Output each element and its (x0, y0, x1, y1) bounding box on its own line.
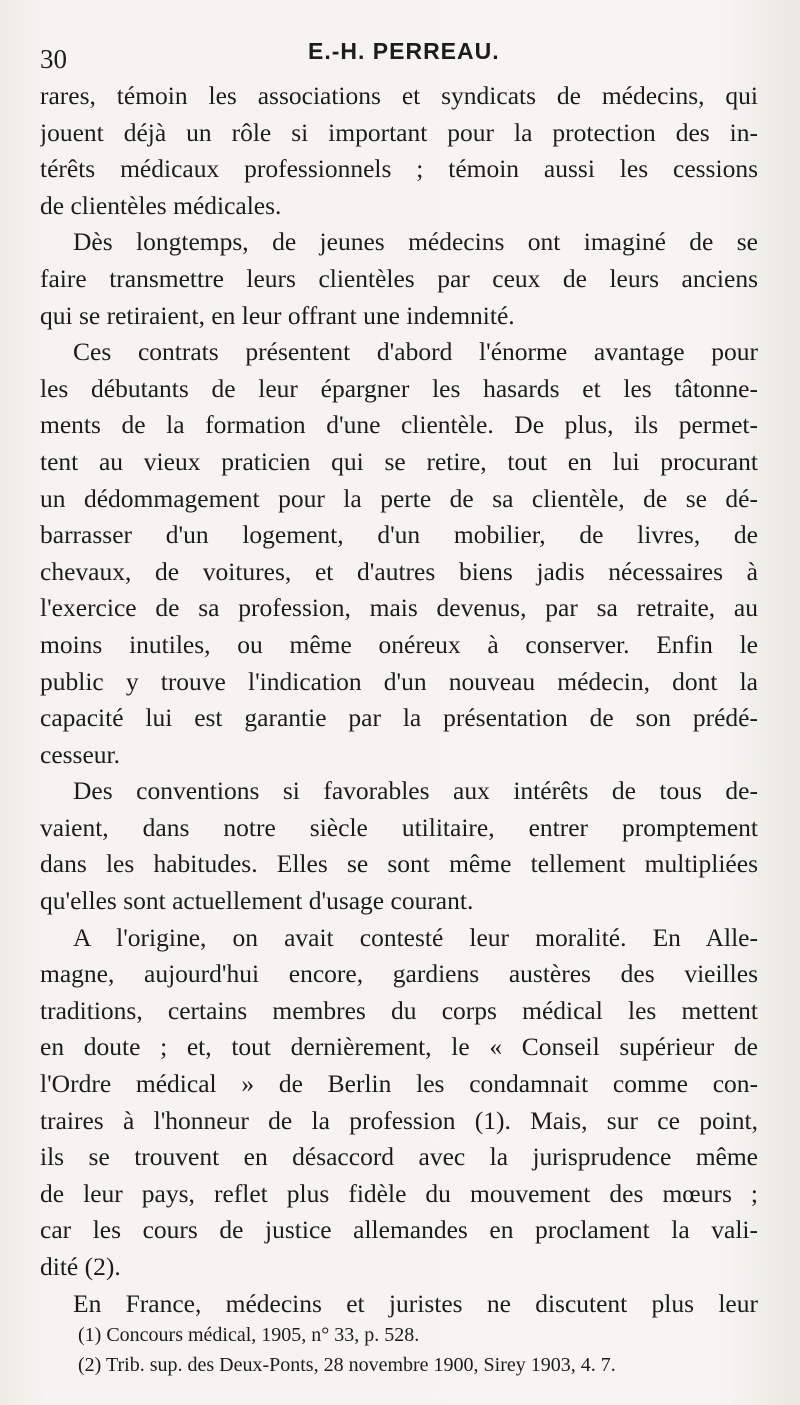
text-line: traditions, certains membres du corps médical les mettent (40, 995, 758, 1025)
text-line: de clientèles médicales. (40, 190, 282, 220)
footnotes (78, 1320, 768, 1380)
page-number: 30 (40, 44, 67, 74)
text-line: jouent déjà un rôle si important pour la protection des in- (40, 117, 758, 147)
text-line: térêts médicaux professionnels ; témoin aussi les cessions (40, 154, 758, 184)
text-line: ments de la formation d'une clientèle. De plus, ils permet- (40, 410, 758, 440)
text-line: En France, médecins et juristes ne discutent plus leur (73, 1288, 758, 1318)
text-line: les débutants de leur épargner les hasards et les tâtonne- (40, 373, 758, 403)
text-line: de leur pays, reflet plus fidèle du mouvement des mœurs ; (40, 1178, 758, 1208)
text-line: Dès longtemps, de jeunes médecins ont imaginé de se (73, 227, 758, 257)
text-line: vaient, dans notre siècle utilitaire, entrer promptement (40, 812, 758, 842)
text-line: traires à l'honneur de la profession (1). Mais, sur ce point, (40, 1105, 758, 1135)
text-line: Ces contrats présentent d'abord l'énorme avantage pour (73, 337, 758, 367)
text-line: Des conventions si favorables aux intérêts de tous de- (73, 776, 758, 806)
body-text (40, 78, 758, 1322)
text-line: l'exercice de sa profession, mais devenus, par sa retraite, au (40, 593, 758, 623)
text-line: car les cours de justice allemandes en proclament la vali- (40, 1215, 758, 1245)
page-header (40, 38, 760, 78)
footnote: (2) Trib. sup. des Deux-Ponts, 28 novembre 1900, Sirey 1903, 4. 7. (78, 1354, 616, 1376)
text-line: ils se trouvent en désaccord avec la jurisprudence même (40, 1142, 758, 1172)
text-line: moins inutiles, ou même onéreux à conserver. Enfin le (40, 629, 758, 659)
text-line: magne, aujourd'hui encore, gardiens austères des vieilles (40, 959, 758, 989)
text-line: public y trouve l'indication d'un nouveau médecin, dont la (40, 666, 758, 696)
text-line: cesseur. (40, 739, 121, 769)
text-line: chevaux, de voitures, et d'autres biens jadis nécessaires à (40, 556, 758, 586)
text-line: faire transmettre leurs clientèles par ceux de leurs anciens (40, 263, 758, 293)
text-line: A l'origine, on avait contesté leur moralité. En Alle- (73, 922, 758, 952)
footnote: (1) Concours médical, 1905, n° 33, p. 528. (78, 1324, 420, 1346)
text-line: dans les habitudes. Elles se sont même tellement multipliées (40, 849, 758, 879)
text-line: barrasser d'un logement, d'un mobilier, de livres, de (40, 520, 758, 550)
text-line: qui se retiraient, en leur offrant une indemnité. (40, 300, 515, 330)
text-line: capacité lui est garantie par la présentation de son prédé- (40, 703, 758, 733)
running-head: E.-H. PERREAU. (308, 38, 500, 64)
text-line: dité (2). (40, 1252, 121, 1281)
text-line: en doute ; et, tout dernièrement, le « Conseil supérieur de (40, 1032, 758, 1062)
text-line: rares, témoin les associations et syndicats de médecins, qui (40, 81, 758, 110)
text-line: l'Ordre médical » de Berlin les condamnait comme con- (40, 1069, 758, 1099)
text-line: qu'elles sont actuellement d'usage courant. (40, 886, 474, 916)
text-line: un dédommagement pour la perte de sa clientèle, de se dé- (40, 483, 758, 513)
text-line: tent au vieux praticien qui se retire, tout en lui procurant (40, 446, 758, 476)
